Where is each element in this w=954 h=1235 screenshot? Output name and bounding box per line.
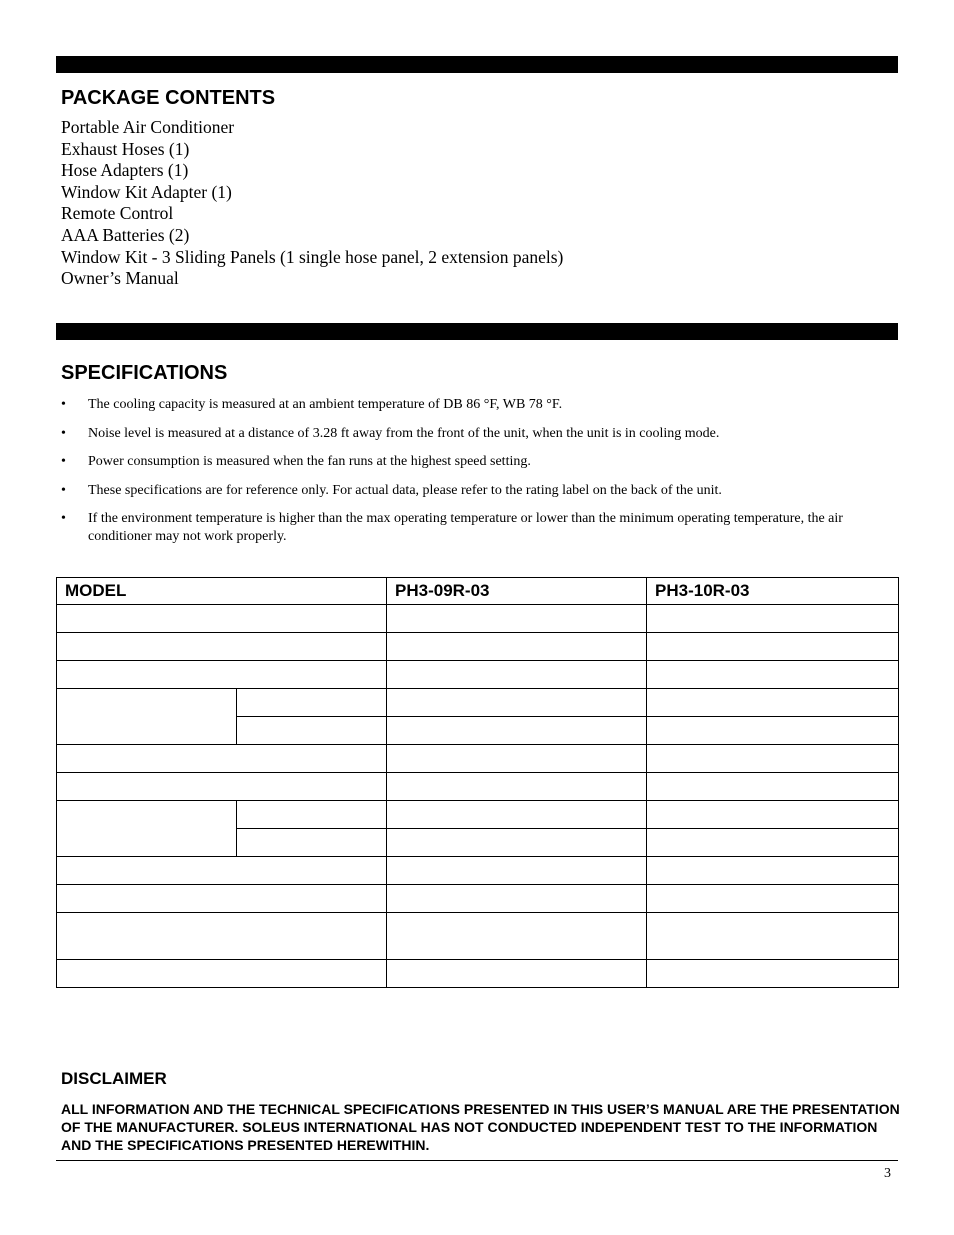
table-cell [57,960,387,988]
table-cell [387,857,647,885]
table-cell [647,801,899,829]
table-cell [647,661,899,689]
table-cell [647,857,899,885]
spec-note-text: Noise level is measured at a distance of 3.28 ft away from the front of the unit, when the unit is in cooling mode. [88,425,720,441]
table-cell [647,913,899,960]
specifications-table [56,577,899,988]
table-cell [387,960,647,988]
table-header-row [57,578,899,605]
list-item: Owner’s Manual [61,268,179,289]
bullet-icon: • [61,425,66,441]
table-cell [387,829,647,857]
list-item: Window Kit - 3 Sliding Panels (1 single hose panel, 2 extension panels) [61,246,564,267]
table-cell [387,689,647,717]
bullet-icon: • [61,482,66,498]
disclaimer-text: ALL INFORMATION AND THE TECHNICAL SPECIFICATIONS PRESENTED IN THIS USER’S MANUAL ARE THE PRESENTATION OF THE MANUFACTURER. SOLEUS INTERNATIONAL HAS NOT CONDUCTED INDEPENDENT TEST TO THE INFORMATION AND THE SPECIFICATIONS PRESENTED HEREWITHIN. [61,1101,900,1153]
table-cell [647,829,899,857]
table-row [57,773,899,801]
table-cell [57,857,387,885]
table-cell [387,773,647,801]
specifications-title: SPECIFICATIONS [61,362,228,384]
list-item: Hose Adapters (1) [61,160,189,181]
table-cell [647,773,899,801]
table-cell [387,605,647,633]
spec-note-text: These specifications are for reference only. For actual data, please refer to the rating label on the back of the unit. [88,482,722,498]
table-cell [57,689,237,745]
table-row [57,885,899,913]
table-cell [647,689,899,717]
table-cell [387,661,647,689]
table-row [57,913,899,960]
table-cell [387,717,647,745]
table-cell [647,745,899,773]
spec-note [61,453,901,471]
table-cell [237,829,387,857]
table-cell [57,605,387,633]
specifications-notes [61,396,901,557]
table-header-model: MODEL [57,578,387,605]
table-row [57,605,899,633]
table-cell [647,717,899,745]
list-item: AAA Batteries (2) [61,224,190,245]
list-item: Remote Control [61,203,174,224]
table-cell [237,689,387,717]
bullet-icon: • [61,397,66,412]
table-cell [647,633,899,661]
list-item: Exhaust Hoses (1) [61,138,190,159]
table-row [57,689,899,717]
table-header-model-1: PH3-09R-03 [387,578,647,605]
table-cell [387,801,647,829]
spec-note [61,425,901,443]
list-item: Portable Air Conditioner [61,117,235,137]
table-cell [57,885,387,913]
table-row [57,960,899,988]
table-cell [387,913,647,960]
table-row [57,857,899,885]
table-row [57,745,899,773]
table-cell [57,913,387,960]
page-number: 3 [884,1166,891,1181]
table-cell [387,633,647,661]
table-cell [57,745,387,773]
table-cell [57,633,387,661]
table-cell [57,661,387,689]
spec-note [61,396,901,414]
bullet-icon: • [61,511,66,526]
spec-note [61,482,901,500]
list-item: Window Kit Adapter (1) [61,181,232,202]
table-cell [647,885,899,913]
spec-note-text: The cooling capacity is measured at an ambient temperature of DB 86 °F, WB 78 °F. [88,397,563,412]
table-cell [57,773,387,801]
table-cell [647,960,899,988]
section-divider-specifications [56,323,898,340]
package-contents-title: PACKAGE CONTENTS [61,87,276,109]
table-header-model-2: PH3-10R-03 [647,578,899,605]
bullet-icon: • [61,454,66,469]
table-cell [647,605,899,633]
table-row [57,801,899,829]
table-cell [387,745,647,773]
table-row [57,661,899,689]
footer-rule [56,1160,898,1161]
spec-note-text: Power consumption is measured when the fan runs at the highest speed setting. [88,454,531,469]
spec-note-text: If the environment temperature is higher than the max operating temperature or lower than the minimum operating temperature, the air conditioner may not work properly. [88,511,843,544]
spec-note [61,510,901,546]
package-contents-list [61,117,563,290]
table-cell [237,717,387,745]
disclaimer-title: DISCLAIMER [61,1069,167,1088]
table-cell [237,801,387,829]
section-divider-top [56,56,898,73]
table-cell [387,885,647,913]
table-row [57,633,899,661]
table-cell [57,801,237,857]
